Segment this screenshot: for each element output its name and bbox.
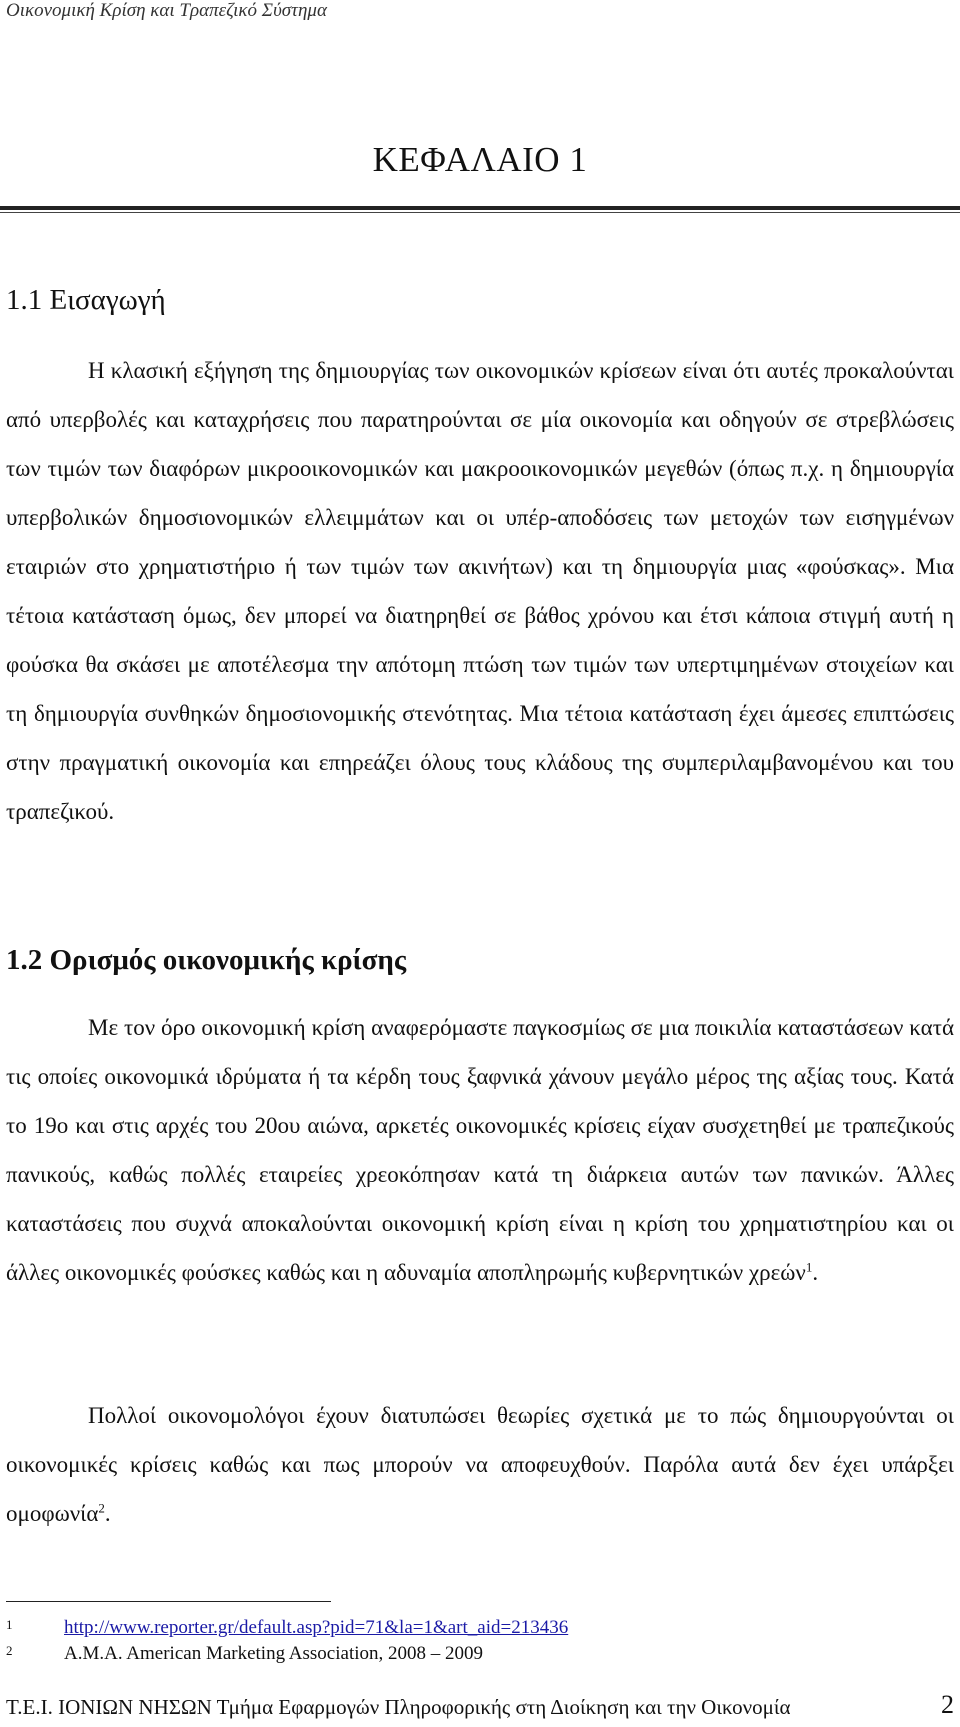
page-number: 2	[941, 1690, 954, 1719]
chapter-rule-thick	[0, 206, 960, 210]
page-footer: Τ.Ε.Ι. ΙΟΝΙΩΝ ΝΗΣΩΝ Τμήμα Εφαρμογών Πληροφορικής στη Διοίκηση και την Οικονομία	[6, 1695, 791, 1719]
footnote-ref-1[interactable]: 1	[805, 1259, 813, 1275]
footnote-ref-2[interactable]: 2	[98, 1500, 105, 1516]
footnote-2-text: A.M.A. American Marketing Association, 2008 – 2009	[64, 1643, 484, 1664]
definition-paragraph-1	[6, 1003, 954, 1297]
introduction-paragraph: Η κλασική εξήγηση της δημιουργίας των οικονομικών κρίσεων είναι ότι αυτές προκαλούνται από υπερβολές και καταχρήσεις που παρατηρούνται σε μία οικονομία και οδηγούν σε στρεβλώσεις των τιμών των διαφόρων μικροοικονομικών και μακροοικονομικών μεγεθών (όπως π.χ. η δημιουργία υπερβολικών δημοσιονομικών ελλειμμάτων και οι υπέρ-αποδόσεις των μετοχών των εισηγμένων εταιριών στο χρηματιστήριο ή των τιμών των ακινήτων) και τη δημιουργία μιας «φούσκας». Μια τέτοια κατάσταση όμως, δεν μπορεί να διατηρηθεί σε βάθος χρόνου και έτσι κάποια στιγμή αυτή η φούσκα θα σκάσει με αποτέλεσμα την απότομη πτώση των τιμών των υπερτιμημένων στοιχείων και τη δημιουργία συνθηκών δημοσιονομικής στενότητας. Μια τέτοια κατάσταση έχει άμεσες επιπτώσεις στην πραγματική οικονομία και επηρεάζει όλους τους κλάδους της συμπεριλαμβανομένου και του τραπεζικού.	[6, 358, 954, 824]
section-heading-definition: 1.2 Ορισμός οικονομικής κρίσης	[6, 944, 407, 976]
definition-paragraph-1-end: .	[812, 1260, 819, 1285]
section-heading-introduction: 1.1 Εισαγωγή	[6, 284, 166, 316]
footnote-1-number: 1	[6, 1617, 13, 1632]
definition-paragraph-2-end: .	[104, 1501, 111, 1526]
running-head: Οικονομική Κρίση και Τραπεζικό Σύστημα	[6, 0, 327, 21]
definition-paragraph-1-text: Με τον όρο οικονομική κρίση αναφερόμαστε παγκοσμίως σε μια ποικιλία καταστάσεων κατά τις οποίες οικονομικά ιδρύματα ή τα κέρδη τους ξαφνικά χάνουν μεγάλο μέρος της αξίας τους. Κατά το 19ο και στις αρχές του 20ου αιώνα, αρκετές οικονομικές κρίσεις είχαν συσχετηθεί με τραπεζικούς πανικούς, καθώς πολλές εταιρείες χρεοκόπησαν κατά τη διάρκεια αυτών των πανικών. Άλλες καταστάσεις που συχνά αποκαλούνται οικονομική κρίση είναι η κρίση του χρηματιστηρίου και οι άλλες οικονομικές φούσκες καθώς και η αδυναμία αποπληρωμής κυβερνητικών χρεών	[6, 1015, 954, 1285]
definition-paragraph-2-text: Πολλοί οικονομολόγοι έχουν διατυπώσει θεωρίες σχετικά με το πώς δημιουργούνται οι οικονομικές κρίσεις καθώς και πως μπορούν να αποφευχθούν. Παρόλα αυτά δεν έχει υπάρξει ομοφωνία	[6, 1403, 954, 1526]
chapter-title: ΚΕΦΑΛΑΙΟ 1	[372, 140, 588, 179]
chapter-rule-thin	[0, 212, 960, 213]
footnote-separator	[6, 1601, 331, 1602]
footnote-1-link[interactable]: http://www.reporter.gr/default.asp?pid=71&la=1&art_aid=213436	[64, 1617, 569, 1638]
footnote-2-number: 2	[6, 1643, 13, 1658]
definition-paragraph-2	[6, 1391, 954, 1538]
